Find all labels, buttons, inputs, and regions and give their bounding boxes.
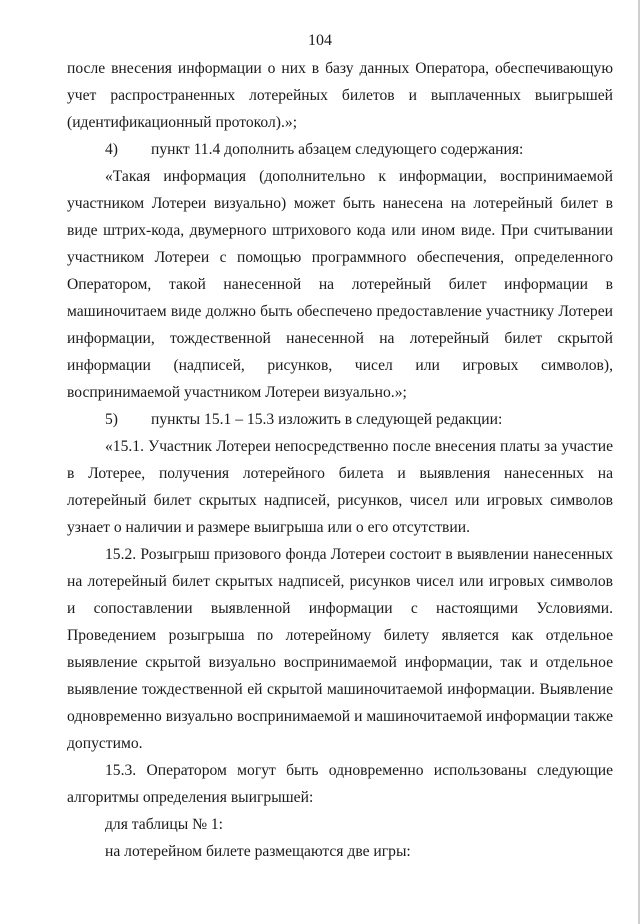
list-item-number: 4) xyxy=(105,141,118,158)
list-item-text: пункт 11.4 дополнить абзацем следующего содержания: xyxy=(151,141,524,158)
paragraph-table-1: для таблицы № 1: xyxy=(105,816,224,833)
list-item-5 xyxy=(67,406,613,433)
list-item-number: 5) xyxy=(105,411,118,428)
paragraph-clause-15-1: «15.1. Участник Лотереи непосредственно после внесения платы за участие в Лотерее, получения лотерейного билета и выявления нанесенных на лотерейный билет скрытых надписей, рисунков, чисел или игровых символов узнает о наличии и размере выигрыша или о его отсутствии. xyxy=(67,438,613,536)
paragraph-clause-15-3: 15.3. Оператором могут быть одновременно использованы следующие алгоритмы определения выигрышей: xyxy=(67,762,613,806)
page-number: 104 xyxy=(308,32,332,49)
paragraph-two-games: на лотерейном билете размещаются две игры: xyxy=(105,843,411,860)
list-item-text: пункты 15.1 – 15.3 изложить в следующей редакции: xyxy=(151,411,503,428)
paragraph-clause-15-2: 15.2. Розыгрыш призового фонда Лотереи состоит в выявлении нанесенных на лотерейный билет скрытых надписей, рисунков чисел или игровых символов и сопоставлении выявленной информации с настоящими Условиями. Проведением розыгрыша по лотерейному билету является как отдельное выявление скрытой визуально воспринимаемой информации, так и отдельное выявление тождественной ей скрытой машиночитаемой информации. Выявление одновременно визуально воспринимаемой и машиночитаемой информации также допустимо. xyxy=(67,546,613,752)
list-item-4 xyxy=(67,136,613,163)
paragraph-info-quote: «Такая информация (дополнительно к информации, воспринимаемой участником Лотереи визуально) может быть нанесена на лотерейный билет в виде штрих-кода, двумерного штрихового кода или ином виде. При считывании участником Лотереи с помощью программного обеспечения, определенного Оператором, такой нанесенной на лотерейный билет информации в машиночитаем виде должно быть обеспечено предоставление участнику Лотереи информации, тождественной нанесенной на лотерейный билет скрытой информации (надписей, рисунков, чисел или игровых символов), воспринимаемой участником Лотереи визуально.»; xyxy=(67,168,613,401)
document-body xyxy=(67,55,613,865)
paragraph-protocol-end: после внесения информации о них в базу данных Оператора, обеспечивающую учет распространенных лотерейных билетов и выплаченных выигрышей (идентификационный протокол).»; xyxy=(67,60,613,131)
